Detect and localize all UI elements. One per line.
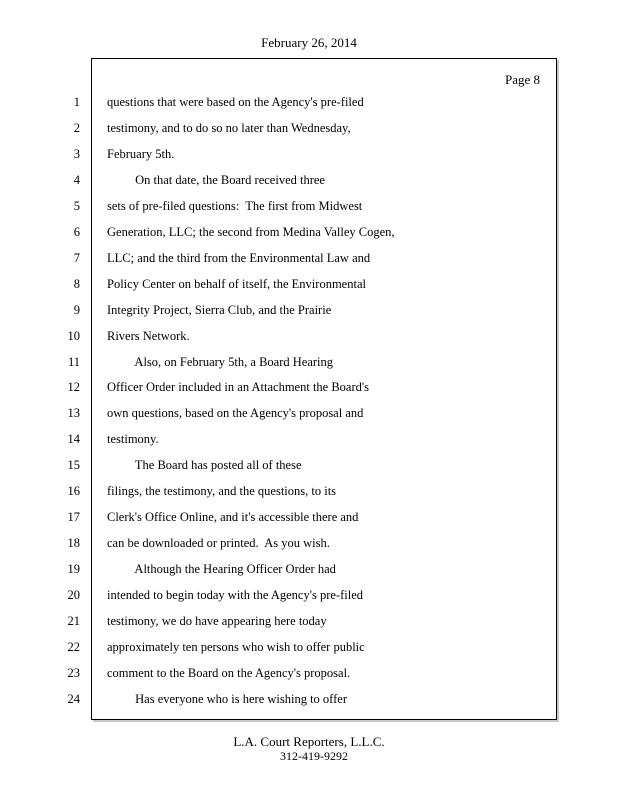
line-text: filings, the testimony, and the questions, to its bbox=[107, 484, 337, 498]
line-text: Rivers Network. bbox=[107, 329, 190, 343]
line-text: can be downloaded or printed. As you wish. bbox=[107, 536, 330, 550]
line-text: testimony, and to do so no later than Wednesday, bbox=[107, 121, 351, 135]
line-number: 19 bbox=[67, 562, 80, 576]
line-text: comment to the Board on the Agency's proposal. bbox=[107, 666, 351, 680]
court-reporter-phone: 312-419-9292 bbox=[280, 749, 348, 763]
line-text: Although the Hearing Officer Order had bbox=[107, 562, 336, 576]
line-number: 23 bbox=[67, 666, 80, 680]
line-text: sets of pre-filed questions: The first from Midwest bbox=[107, 199, 363, 213]
line-text: testimony. bbox=[107, 432, 159, 446]
line-number: 10 bbox=[67, 329, 80, 343]
line-number: 15 bbox=[67, 458, 80, 472]
line-text: Also, on February 5th, a Board Hearing bbox=[107, 355, 334, 369]
line-number: 2 bbox=[73, 121, 80, 135]
line-number: 21 bbox=[67, 614, 80, 628]
line-text: testimony, we do have appearing here today bbox=[107, 614, 327, 628]
page-number-label: Page 8 bbox=[504, 72, 540, 87]
court-reporter-name: L.A. Court Reporters, L.L.C. bbox=[233, 734, 385, 749]
line-number: 18 bbox=[67, 536, 80, 550]
line-number: 17 bbox=[67, 510, 80, 524]
line-text: February 5th. bbox=[107, 147, 175, 161]
line-text: On that date, the Board received three bbox=[107, 173, 325, 187]
line-number: 11 bbox=[67, 355, 80, 369]
line-number: 7 bbox=[73, 251, 80, 265]
line-number: 14 bbox=[67, 432, 80, 446]
line-text: Policy Center on behalf of itself, the Environmental bbox=[107, 277, 366, 291]
transcript-date: February 26, 2014 bbox=[261, 35, 357, 50]
line-number: 20 bbox=[67, 588, 80, 602]
line-number: 5 bbox=[73, 199, 80, 213]
line-text: LLC; and the third from the Environmental Law and bbox=[107, 251, 371, 265]
line-number: 8 bbox=[73, 277, 80, 291]
line-number: 24 bbox=[67, 692, 80, 706]
line-number: 3 bbox=[73, 147, 80, 161]
line-text: Generation, LLC; the second from Medina Valley Cogen, bbox=[107, 225, 395, 239]
line-text: Has everyone who is here wishing to offer bbox=[107, 692, 347, 706]
line-number: 16 bbox=[67, 484, 80, 498]
line-number: 13 bbox=[67, 406, 80, 420]
line-number: 22 bbox=[67, 640, 80, 654]
line-text: Clerk's Office Online, and it's accessible there and bbox=[107, 510, 359, 524]
line-text: intended to begin today with the Agency's pre-filed bbox=[107, 588, 364, 602]
line-text: Officer Order included in an Attachment the Board's bbox=[107, 380, 370, 394]
line-number: 4 bbox=[73, 173, 80, 187]
line-text: own questions, based on the Agency's proposal and bbox=[107, 406, 364, 420]
line-number: 12 bbox=[67, 380, 80, 394]
line-number: 9 bbox=[73, 303, 80, 317]
line-text: Integrity Project, Sierra Club, and the Prairie bbox=[107, 303, 332, 317]
line-text: The Board has posted all of these bbox=[107, 458, 302, 472]
line-text: questions that were based on the Agency's pre-filed bbox=[107, 95, 364, 109]
line-number: 6 bbox=[73, 225, 80, 239]
line-text: approximately ten persons who wish to offer public bbox=[107, 640, 365, 654]
line-number: 1 bbox=[73, 95, 80, 109]
